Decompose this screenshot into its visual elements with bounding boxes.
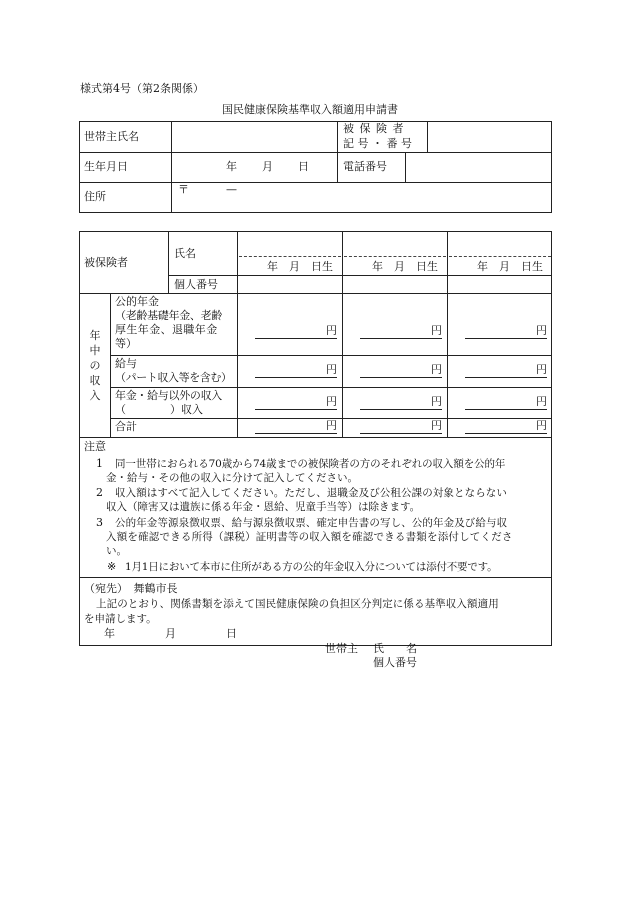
insured-no-field[interactable] [428, 122, 551, 151]
total-amount-3[interactable] [465, 419, 535, 433]
pension-amount-2[interactable] [360, 322, 430, 338]
total-label: 合計 [115, 420, 137, 433]
salary-label: 給与 [115, 357, 137, 370]
personal-no-field-2[interactable] [343, 276, 446, 292]
birth-suffix-1: 年 月 日生 [267, 260, 333, 273]
birth-label: 生年月日 [84, 160, 128, 173]
total-amount-1[interactable] [255, 419, 325, 433]
personal-no-field-1[interactable] [238, 276, 341, 292]
form-id: 様式第4号（第2条関係） [80, 82, 204, 95]
request-month: 月 [165, 627, 176, 640]
request-personal-no-label: 個人番号 [373, 656, 417, 669]
request-body-1: 上記のとおり、関係書類を添えて国民健康保険の負担区分判定に係る基準収入額適用 [96, 598, 499, 610]
insured-label: 被保険者 [84, 256, 128, 269]
note-1-num: 1 [96, 457, 103, 470]
footnote-text: 1月1日において本市に住所がある方の公的年金収入分については添付不要です。 [125, 561, 498, 573]
birth-day: 日 [298, 160, 309, 173]
pension-amount-3[interactable] [465, 322, 535, 338]
pension-yen-3: 円 [536, 324, 547, 337]
pension-yen-2: 円 [431, 324, 442, 337]
salary-amount-2[interactable] [360, 361, 430, 377]
personal-no-label: 個人番号 [174, 278, 218, 291]
total-amount-2[interactable] [360, 419, 430, 433]
other-income-label: 年金・給与以外の収入 [115, 389, 222, 402]
salary-yen-2: 円 [431, 363, 442, 376]
addressee: （宛先） 舞鶴市長 [84, 582, 178, 595]
income-side-label: 年 中 の 収 入 [89, 329, 101, 402]
pension-label-2: （老齢基礎年金、老齢 [115, 309, 222, 322]
total-yen-1: 円 [326, 419, 337, 432]
footnote-mark: ※ [107, 560, 117, 573]
salary-amount-3[interactable] [465, 361, 535, 377]
pension-label: 公的年金 [115, 295, 159, 308]
request-year: 年 [104, 627, 115, 640]
birth-month: 月 [262, 160, 273, 173]
birth-date-field[interactable] [172, 153, 336, 181]
other-amount-3[interactable] [465, 393, 535, 409]
address-label: 住所 [84, 190, 106, 203]
head-name-field[interactable] [172, 122, 336, 151]
salary-amount-1[interactable] [255, 361, 325, 377]
pension-yen-1: 円 [326, 324, 337, 337]
note-2-line-2: 収入（障害又は遺族に係る年金・恩給、児童手当等）は除きます。 [106, 501, 421, 513]
note-3-line-2: 入額を確認できる所得（課税）証明書等の収入額を確認できる書類を添付してくださ [106, 531, 513, 543]
notes-heading: 注意 [84, 440, 106, 453]
total-yen-3: 円 [536, 419, 547, 432]
pension-label-4: 等） [115, 337, 137, 350]
insured-name-field-3[interactable] [448, 232, 551, 255]
birth-year: 年 [226, 160, 237, 173]
insured-name-field-1[interactable] [238, 232, 341, 255]
other-yen-3: 円 [536, 395, 547, 408]
note-1-line-1: 同一世帯におられる70歳から74歳までの被保険者の方のそれぞれの収入額を公的年 [115, 458, 506, 470]
birth-suffix-3: 年 月 日生 [477, 260, 543, 273]
salary-label-2: （パート収入等を含む） [115, 371, 232, 384]
insured-name-label: 氏名 [174, 247, 196, 260]
address-field[interactable] [172, 183, 551, 212]
phone-field[interactable] [406, 153, 551, 181]
personal-no-field-3[interactable] [448, 276, 551, 292]
request-day: 日 [226, 627, 237, 640]
insured-no-label: 被 保 険 者 [343, 122, 405, 135]
note-1-line-2: 金・給与・その他の収入に分けて記入してください。 [106, 472, 358, 484]
note-3-num: 3 [96, 516, 103, 529]
other-amount-1[interactable] [255, 393, 325, 409]
total-yen-2: 円 [431, 419, 442, 432]
note-3-line-3: い。 [106, 545, 127, 557]
head-name-label: 世帯主氏名 [84, 130, 139, 143]
page-title: 国民健康保険基準収入額適用申請書 [222, 103, 398, 116]
other-income-label-2: （ ）収入 [115, 403, 203, 416]
phone-label: 電話番号 [343, 160, 387, 173]
other-yen-2: 円 [431, 395, 442, 408]
postal-dash: — [226, 183, 237, 196]
salary-yen-1: 円 [326, 363, 337, 376]
note-3-line-1: 公的年金等源泉徴収票、給与源泉徴収票、確定申告書の写し、公的年金及び給与収 [115, 517, 508, 529]
birth-suffix-2: 年 月 日生 [372, 260, 438, 273]
salary-yen-3: 円 [536, 363, 547, 376]
request-head-label: 世帯主 [325, 642, 358, 655]
request-body-2: を申請します。 [84, 613, 157, 625]
note-2-line-1: 収入額はすべて記入してください。ただし、退職金及び公租公課の対象とならない [115, 487, 507, 499]
pension-label-3: 厚生年金、退職年金 [115, 323, 218, 336]
note-2-num: 2 [96, 486, 103, 499]
postal-mark: 〒 [178, 183, 189, 196]
insured-name-field-2[interactable] [343, 232, 446, 255]
other-amount-2[interactable] [360, 393, 430, 409]
pension-amount-1[interactable] [255, 322, 325, 338]
other-yen-1: 円 [326, 395, 337, 408]
insured-no-label-2: 記 号 ・ 番 号 [343, 137, 412, 150]
request-name-label: 氏 名 [373, 642, 417, 655]
